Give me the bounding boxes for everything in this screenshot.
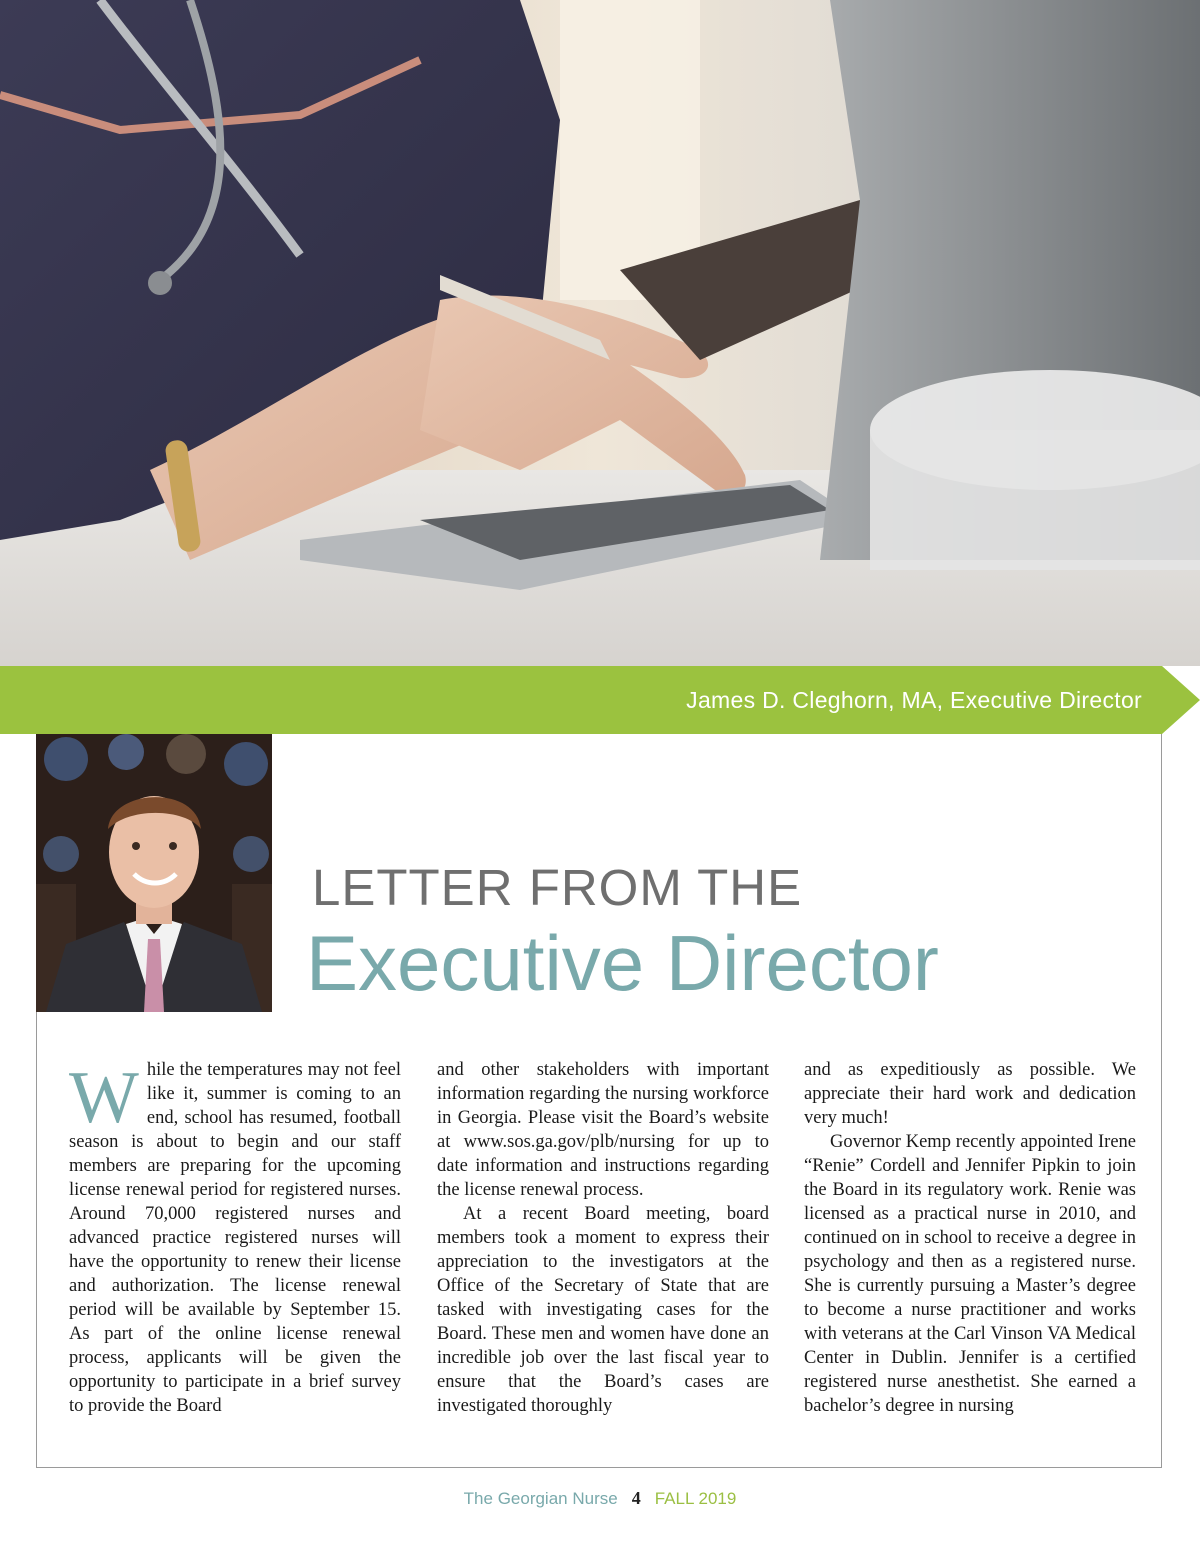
page-title: Executive Director: [306, 919, 939, 1007]
page-number: 4: [631, 1488, 641, 1508]
headline-kicker: LETTER FROM THE: [312, 859, 803, 916]
author-byline: James D. Cleghorn, MA, Executive Director: [686, 687, 1142, 713]
body-column-1: [69, 1058, 401, 1418]
nurse-laptop-illustration: [0, 0, 1200, 666]
body-column-2: [437, 1058, 769, 1418]
issue-label: FALL 2019: [654, 1489, 737, 1508]
portrait-illustration: [36, 734, 272, 1012]
hero-photo: [0, 0, 1200, 666]
paragraph-lead-text: hile the temperatures may not feel like it, summer is coming to an end, school: [146, 1060, 401, 1128]
body-column-3: [804, 1058, 1136, 1418]
author-portrait: [36, 734, 272, 1012]
publication-name: The Georgian Nurse: [463, 1489, 618, 1508]
paragraph: and other stakeholders with important information regarding the nursing workforce in Georgia. Please visit the Board’s website at www.sos.ga.gov/plb/nursing for up to date information and instructions regarding the license renewal process.: [437, 1060, 769, 1200]
paragraph-lead-continued: has resumed, football season is about to begin and our staff members are preparing for the upcoming license renewal period for registered nurses. Around 70,000 registered nurses and advanced practice registered nurses will have the opportunity to renew their license and authorization. The license renewal period will be available by September 15. As part of the online license renewal process, applicants will be given the opportunity to participate in a brief survey to provide the Board: [69, 1108, 401, 1416]
paragraph: Governor Kemp recently appointed Irene “Renie” Cordell and Jennifer Pipkin to join the Board in its regulatory work. Renie was licensed as a practical nurse in 2010, and continued on in school to receive a degree in psychology and then as a registered nurse. She is currently pursuing a Master’s degree to become a nurse practitioner and works with veterans at the Carl Vinson VA Medical Center in Dublin. Jennifer is a certified registered nurse anesthetist. She earned a bachelor’s degree in nursing: [804, 1132, 1136, 1416]
paragraph: and as expeditiously as possible. We appreciate their hard work and dedication very much!: [804, 1060, 1136, 1128]
drop-cap: W: [69, 1057, 139, 1139]
paragraph: At a recent Board meeting, board members took a moment to express their appreciation to the investigators at the Office of the Secretary of State that are tasked with investigating cases for the Board. These men and women have done an incredible job over the last fiscal year to ensure that the Board’s cases are investigated thoroughly: [437, 1204, 769, 1416]
page-footer: [0, 1488, 1200, 1509]
